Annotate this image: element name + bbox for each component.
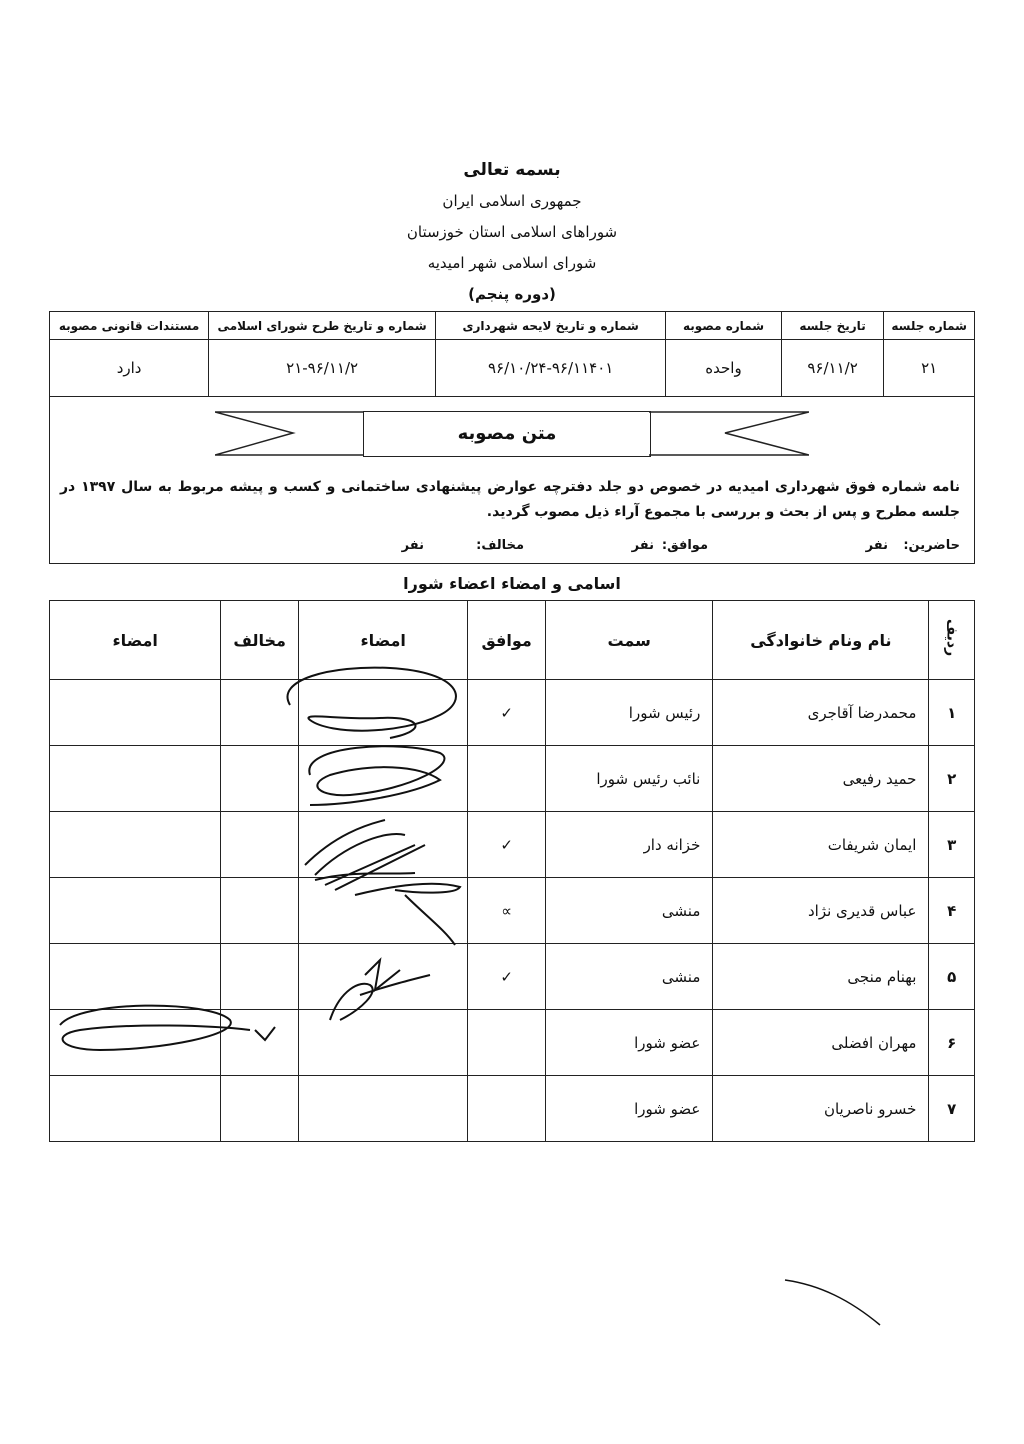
resolution-banner (215, 411, 809, 457)
signature-cell (299, 1010, 468, 1076)
oppose-label: مخالف: (476, 538, 524, 553)
header-oppose: مخالف (221, 601, 299, 680)
row-number: ۴ (929, 878, 975, 944)
resolution-text: نامه شماره فوق شهرداری امیدیه در خصوص دو جلد دفترچه عوارض پیشنهادی ساختمانی و کسب و پیشه مربوط به سال ۱۳۹۷ در جلسه مطرح و پس از بحث و بررسی با مجموع آراء ذیل مصوب گردید. (60, 479, 960, 520)
header-city-council: شورای اسلامی شهر امیدیه (427, 254, 597, 272)
header-agree: موافق (468, 601, 546, 680)
header-row-number: ردیف (929, 601, 975, 680)
table-row (50, 1076, 975, 1142)
signature-cell (299, 746, 468, 812)
table-row (50, 1010, 975, 1076)
agree-label: موافق: (661, 538, 708, 553)
present-unit: نفر (865, 538, 888, 553)
member-name: مهران افضلی (713, 1010, 929, 1076)
member-name: محمدرضا آقاجری (713, 680, 929, 746)
agree-mark (468, 1010, 546, 1076)
agree-mark: ✓ (468, 944, 546, 1010)
signature-cell (299, 878, 468, 944)
document-title: بسمه تعالی (463, 160, 561, 180)
signature-cell (299, 812, 468, 878)
member-position: رئیس شورا (545, 680, 712, 746)
header-session-no: شماره جلسه (884, 312, 975, 340)
row-number: ۱ (929, 680, 975, 746)
agree-unit: نفر (631, 538, 654, 553)
signature-cell (299, 1076, 468, 1142)
agree-mark: ∝ (468, 878, 546, 944)
header-bill-ref: شماره و تاریخ لایحه شهرداری (436, 312, 666, 340)
value-session-date: ۹۶/۱۱/۲ (781, 340, 884, 397)
table-row (50, 680, 975, 746)
row-number: ۲ (929, 746, 975, 812)
member-position: خزانه دار (545, 812, 712, 878)
value-legal-docs: دارد (50, 340, 209, 397)
members-title: اسامی و امضاء اعضاء شورا (403, 574, 621, 593)
row-number: ۷ (929, 1076, 975, 1142)
member-name: بهنام منجی (713, 944, 929, 1010)
header-legal-docs: مستندات قانونی مصوبه (50, 312, 209, 340)
resolution-box (49, 397, 975, 564)
agree-mark: ✓ (468, 680, 546, 746)
agree-mark (468, 1076, 546, 1142)
oppose-cell (221, 812, 299, 878)
signature-cell (50, 746, 221, 812)
header-sign-agree: امضاء (299, 601, 468, 680)
agree-mark: ✓ (468, 812, 546, 878)
members-table (49, 600, 975, 1142)
member-name: ایمان شریفات (713, 812, 929, 878)
member-position: منشی (545, 878, 712, 944)
present-label: حاضرین: (903, 538, 960, 553)
signature-cell (299, 944, 468, 1010)
member-position: منشی (545, 944, 712, 1010)
table-row (50, 944, 975, 1010)
member-position: عضو شورا (545, 1076, 712, 1142)
signature-cell (50, 878, 221, 944)
member-position: نائب رئیس شورا (545, 746, 712, 812)
oppose-cell (221, 1010, 299, 1076)
row-number: ۵ (929, 944, 975, 1010)
header-session-date: تاریخ جلسه (781, 312, 884, 340)
header-sign-oppose: امضاء (50, 601, 221, 680)
pen-stroke-icon (780, 1270, 900, 1340)
value-bill-ref: ۹۶/۱۰/۲۴-۹۶/۱۱۴۰۱ (436, 340, 666, 397)
signature-cell (50, 1076, 221, 1142)
table-row (50, 746, 975, 812)
value-resolution-no: واحده (666, 340, 781, 397)
header-term: (دوره پنجم) (468, 285, 556, 303)
session-info-table (49, 311, 975, 397)
oppose-cell (221, 878, 299, 944)
oppose-cell (221, 746, 299, 812)
oppose-cell (221, 1076, 299, 1142)
header-plan-ref: شماره و تاریخ طرح شورای اسلامی (209, 312, 436, 340)
oppose-cell (221, 680, 299, 746)
session-header-row (50, 312, 975, 340)
row-number: ۳ (929, 812, 975, 878)
header-position: سمت (545, 601, 712, 680)
signature-cell (299, 680, 468, 746)
value-session-no: ۲۱ (884, 340, 975, 397)
header-country: جمهوری اسلامی ایران (442, 192, 582, 210)
oppose-unit: نفر (401, 538, 424, 553)
signature-cell (50, 680, 221, 746)
member-name: حمید رفیعی (713, 746, 929, 812)
member-name: خسرو ناصریان (713, 1076, 929, 1142)
member-name: عباس قدیری نژاد (713, 878, 929, 944)
oppose-cell (221, 944, 299, 1010)
resolution-heading: متن مصوبه (363, 411, 651, 457)
header-province-council: شوراهای اسلامی استان خوزستان (406, 223, 618, 241)
table-row (50, 878, 975, 944)
header-resolution-no: شماره مصوبه (666, 312, 781, 340)
session-value-row (50, 340, 975, 397)
signature-cell (50, 944, 221, 1010)
table-row (50, 812, 975, 878)
member-position: عضو شورا (545, 1010, 712, 1076)
agree-mark (468, 746, 546, 812)
signature-cell (50, 812, 221, 878)
header-name: نام ونام خانوادگی (713, 601, 929, 680)
members-header-row (50, 601, 975, 680)
signature-cell (50, 1010, 221, 1076)
value-plan-ref: ۲۱-۹۶/۱۱/۲ (209, 340, 436, 397)
row-number: ۶ (929, 1010, 975, 1076)
